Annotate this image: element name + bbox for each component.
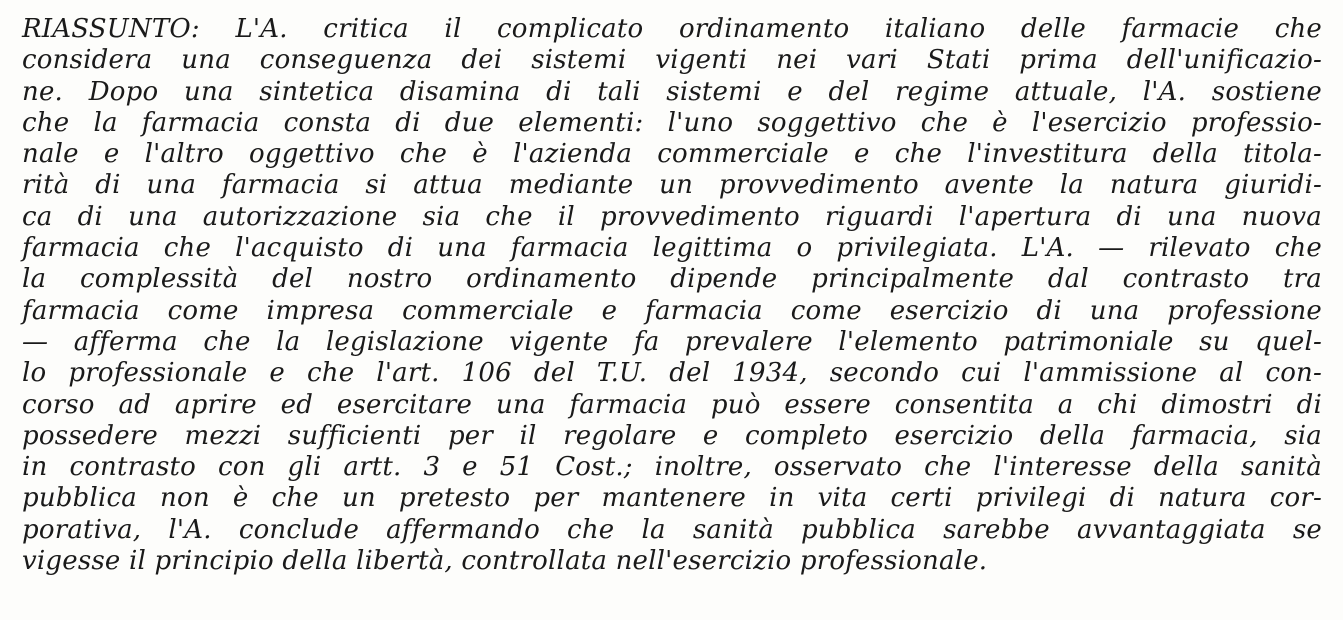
text-line: RIASSUNTO: L'A. critica il complicato ordinamento italiano delle farmacie che bbox=[22, 14, 1322, 44]
text-line: che la farmacia consta di due elementi: l'uno soggettivo che è l'esercizio professio- bbox=[22, 107, 1322, 138]
text-line: pubblica non è che un pretesto per mantenere in vita certi privilegi di natura cor- bbox=[22, 483, 1322, 514]
text-line: possedere mezzi sufficienti per il regolare e completo esercizio della farmacia, sia bbox=[22, 420, 1322, 451]
text-line: porativa, l'A. conclude affermando che la sanità pubblica sarebbe avvantaggiata se bbox=[22, 514, 1322, 545]
text-line: farmacia come impresa commerciale e farmacia come esercizio di una professione bbox=[22, 295, 1322, 326]
text-line: lo professionale e che l'art. 106 del T.U. del 1934, secondo cui l'ammissione al con- bbox=[22, 358, 1322, 389]
text-line: ne. Dopo una sintetica disamina di tali sistemi e del regime attuale, l'A. sostiene bbox=[22, 76, 1322, 107]
text-line: — afferma che la legislazione vigente fa prevalere l'elemento patrimoniale su quel- bbox=[22, 326, 1322, 357]
text-line: rità di una farmacia si attua mediante un provvedimento avente la natura giuridi- bbox=[22, 170, 1322, 201]
text-line: farmacia che l'acquisto di una farmacia legittima o privilegiata. L'A. — rilevato che bbox=[22, 233, 1322, 264]
text-line: la complessità del nostro ordinamento dipende principalmente dal contrasto tra bbox=[22, 264, 1322, 295]
text-line: ca di una autorizzazione sia che il provvedimento riguardi l'apertura di una nuova bbox=[22, 201, 1322, 232]
abstract-text bbox=[22, 14, 1322, 577]
text-line: vigesse il principio della libertà, controllata nell'esercizio professionale. bbox=[22, 546, 988, 577]
text-line: corso ad aprire ed esercitare una farmacia può essere consentita a chi dimostri di bbox=[22, 389, 1322, 420]
text-line: nale e l'altro oggettivo che è l'azienda commerciale e che l'investitura della titola- bbox=[22, 139, 1322, 170]
text-line: considera una conseguenza dei sistemi vigenti nei vari Stati prima dell'unificazio- bbox=[22, 45, 1322, 76]
text-line: in contrasto con gli artt. 3 e 51 Cost.; inoltre, osservato che l'interesse della sanità bbox=[22, 452, 1322, 483]
